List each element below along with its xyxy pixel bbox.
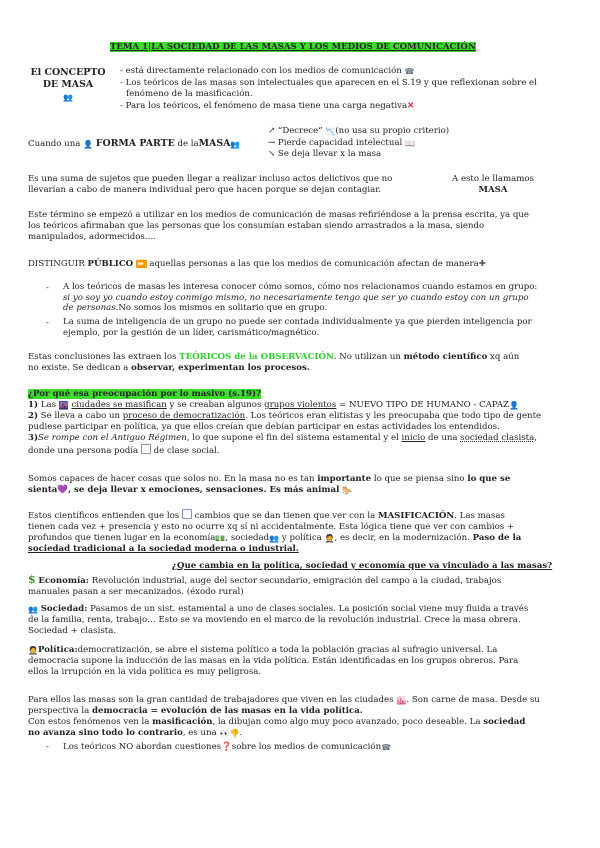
eyes-icon: 👀 xyxy=(219,729,230,738)
list-item: A los teóricos de masas les interesa conocer cómo somos, cómo nos relacionamos cuando estamos en grupo: si yo soy yo cuando estoy conmigo mismo, no necesariamente tengo que ser yo cuando estoy con un grupo de personas.No somos los mismos en solitario que en grupo. xyxy=(63,282,538,314)
economia-paragraph: $ Economía: Revolución industrial, auge del sector secundario, emigración del campo a la ciudad, trabajos manuales pasan a ser mecanizados. (éxodo rural) xyxy=(28,573,502,597)
concepto-bullet-3: - Para los teóricos, el fenómeno de masa tiene una carga negativa✕ xyxy=(120,101,415,111)
conclusiones-paragraph: Estas conclusiones las extraen los TEÓRICOS de la OBSERVACIÓN. No utilizan un método científico xq aún no existe. Se dedican a observar, experimentan los procesos. xyxy=(28,352,520,373)
question-icon: ❓ xyxy=(221,742,232,752)
person-icon: 👤 xyxy=(509,401,519,410)
people-icon: 👥 xyxy=(269,534,280,543)
people-icon: 👥 xyxy=(63,92,73,102)
thumb-down-icon: 👎 xyxy=(229,729,240,738)
money-icon: 💵 xyxy=(215,534,226,543)
list-item: La suma de inteligencia de un grupo no puede ser contada individualmente ya que pierden inteligencia por ejemplo, por la gestión de un líder, carismático/magnético. xyxy=(63,317,532,338)
concepto-bullet-1: - está directamente relacionado con los medios de comunicación ☎ xyxy=(120,66,415,76)
somos-paragraph: Somos capaces de hacer cosas que solos no. En la masa no es tan importante lo que se piensa sino lo que se sienta💜, se deja llevar x emociones, sensaciones. Es más animal 🐎 xyxy=(28,474,511,495)
concepto-heading: El CONCEPTO DE MASA 👥 xyxy=(28,67,108,103)
cambia-question: ¿Que cambia en la política, sociedad y economía que va vinculado a las masas? xyxy=(172,561,553,571)
cross-icon: ✕ xyxy=(407,101,415,111)
politician-icon: 🤵 xyxy=(324,534,335,543)
plus-icon: ✚ xyxy=(478,259,486,269)
suma-paragraph: Es una suma de sujetos que pueden llegar a realizar incluso actos delictivos que no llevarían a cabo de manera individual pero que hacen porque se dejan contagiar. xyxy=(28,174,393,195)
final-paragraph: Para ellos las masas son la gran cantidad de trabajadores que viven en las ciudades 🏙. Son carne de masa. Desde su perspectiva la democracia = evolución de las masas en la vida política. Con estos fenómenos ven la masificación, la dibujan como algo muy poco avanzado, poco deseable. La sociedad no avanza sino todo lo contrario, es una 👀👎. xyxy=(28,695,540,738)
document-title: TEMA 1|LA SOCIEDAD DE LAS MASAS Y LOS MEDIOS DE COMUNICACIÓN xyxy=(110,42,476,52)
people-icon: 👥 xyxy=(230,140,241,149)
document-page: TEMA 1|LA SOCIEDAD DE LAS MASAS Y LOS MEDIOS DE COMUNICACIÓN El CONCEPTO DE MASA 👥 - está directamente relacionado con los medios de comunicación ☎ - Los teóricos de las masas son intelectuales que aparecen en el S.19 y que reflexionan sobre el fenómeno de la masificación. - Para los teóricos, el fenómeno de masa tiene una carga negativa✕ Cuando una 👤 FORMA PARTE de laMASA👥 ↗ “Decrece” 📉(no usa su propio criterio) → Pierde capacidad intelectual 📖 ↘ Se deja llevar x la masa Es una suma de sujetos que pueden llegar a realizar incluso actos delictivos que no llevarían a cabo de manera individual pero que hacen porque se dejan contagiar. A esto le llamamos MASA Este término se empezó a utilizar en los medios de comunicación de masas refiriéndose a la prensa escrita, ya que los teóricos afirmaban que las personas que los consumían estaban siendo arrastrados a la masa, siendo manipulados, adormecidos…. DISTINGUIR PÚBLICO ⏩ aquellas personas a las que los medios de comunicación afectan de manera✚ - A los teóricos de masas les interesa conocer cómo somos, cómo nos relacionamos cuando estamos en grupo: si yo soy yo cuando estoy conmigo mismo, no necesariamente tengo que ser yo cuando estoy con un grupo de personas.No somos los mismos en solitario que en grupo. - La suma de inteligencia de un grupo no puede ser contada individualmente ya que pierden inteligencia por ejemplo, por la gestión de un líder, carismático/magnético. Estas conclusiones las extraen los TEÓRICOS de la OBSERVACIÓN. No utilizan un método científico xq aún no existe. Se dedican a observar, experimentan los procesos. ¿Por qué esa preocupación por lo masivo (s.19)? 1) Las 🌆 ciudades se masifican y se creaban algunos grupos violentos = NUEVO TIPO DE HUMANO - CAPAZ👤 2) Se lleva a cabo un proceso de democratización. Los teóricos eran elitistas y les preocupaba que todo tipo de gente pudiese participar en política, ya que ellos creían que debían participar en estas actividades los entendidos. 3)Se rompe con el Antiguo Régimen, lo que supone el fin del sistema estamental y el inicio de una sociedad clasista, donde una persona podía de clase social. Somos capaces de hacer cosas que solos no. En la masa no es tan importante lo que se piensa sino lo que se sienta💜, se deja llevar x emociones, sensaciones. Es más animal 🐎 Estos científicos entienden que los cambios que se dan tienen que ver con la MASIFICACIÓN. Las masas tienen cada vez + presencia y esto no ocurre xq sí ni accidentalmente. Esta lógica tiene que ver con cambios + profundos que tienen lugar en la economía💵, sociedad👥 y política 🤵, es decir, en la modernización. Paso de la sociedad tradicional a la sociedad moderna o industrial. ¿Que cambia en la política, sociedad y economía que va vinculado a las masas? $ Economía: Revolución industrial, auge del sector secundario, emigración del campo a la ciudad, trabajos manuales pasan a ser mecanizados. (éxodo rural) 👥 Sociedad: Pasamos de un sist. estamental a uno de clases sociales. La posición social viene muy fluida a través de la familia, renta, trabajo… Esto se va moviendo en el marco de la revolución industrial. Crece la masa obrera. Sociedad + clasista. 🤵Política:democratización, se abre el sistema político a toda la población gracias al sufragio universal. La democracia supone la inducción de las masas en la vida política. Están identificadas en los grupos obreros. Para ellos la irrupción en la vida política es muy peligrosa. Para ellos las masas son la gran cantidad de trabajadores que viven en las ciudades 🏙. Son carne de masa. Desde su perspectiva la democracia = evolución de las masas en la vida política. Con estos fenómenos ven la masificación, la dibujan como algo muy poco avanzado, poco deseable. La sociedad no avanza sino todo lo contrario, es una 👀👎. - Los teóricos NO abordan cuestiones❓sobre los medios de comunicación☎ xyxy=(0,0,600,848)
forma-parte-line: Cuando una 👤 FORMA PARTE de laMASA👥 xyxy=(28,138,241,149)
book-icon: 📖 xyxy=(405,138,415,148)
swap-icon xyxy=(182,509,192,519)
phone-icon: ☎ xyxy=(404,67,415,76)
people-icon: 👥 xyxy=(28,605,38,614)
preocupacion-section: ¿Por qué esa preocupación por lo masivo (s.19)? 1) Las 🌆 ciudades se masifican y se creaban algunos grupos violentos = NUEVO TIPO DE HUMANO - CAPAZ👤 2) Se lleva a cabo un proceso de democratización. Los teóricos eran elitistas y les preocupaba que todo tipo de gente pudiese participar en política, ya que ellos creían que debían participar en estas actividades los entendidos. 3)Se rompe con el Antiguo Régimen, lo que supone el fin del sistema estamental y el inicio de una sociedad clasista, donde una persona podía de clase social. xyxy=(28,389,542,456)
section-question: ¿Por qué esa preocupación por lo masivo (s.19)? xyxy=(28,389,262,399)
cientificos-paragraph: Estos científicos entienden que los cambios que se dan tienen que ver con la MASIFICACIÓN. Las masas tienen cada vez + presencia y esto no ocurre xq sí ni accidentalmente. Esta lógica tiene que ver con cambios + profundos que tienen lugar en la economía💵, sociedad👥 y política 🤵, es decir, en la modernización. Paso de la sociedad tradicional a la sociedad moderna o industrial. xyxy=(28,511,522,554)
termino-paragraph: Este término se empezó a utilizar en los medios de comunicación de masas refiriéndose a la prensa escrita, ya que los teóricos afirmaban que las personas que los consumían estaban siendo arrastrados a la masa, siendo manipulados, adormecidos…. xyxy=(28,210,529,242)
heart-icon: 💜 xyxy=(57,485,69,495)
distinguir-line: DISTINGUIR PÚBLICO ⏩ aquellas personas a las que los medios de comunicación afectan de manera✚ xyxy=(28,259,486,269)
fast-forward-icon: ⏩ xyxy=(136,260,146,268)
forma-parte-effects: ↗ “Decrece” 📉(no usa su propio criterio) → Pierde capacidad intelectual 📖 ↘ Se deja llevar x la masa xyxy=(268,126,450,159)
city-icon: 🏙 xyxy=(396,696,407,705)
phone-icon: ☎ xyxy=(381,743,392,752)
list-item: Los teóricos NO abordan cuestiones❓sobre los medios de comunicación☎ xyxy=(63,742,392,752)
person-icon: 👤 xyxy=(83,140,94,149)
swap-icon xyxy=(141,444,151,454)
politician-icon: 🤵 xyxy=(28,646,38,655)
dollar-icon: $ xyxy=(28,573,36,586)
chart-down-icon: 📉 xyxy=(325,127,336,136)
city-icon: 🌆 xyxy=(58,401,69,410)
animal-icon: 🐎 xyxy=(342,486,353,495)
politica-paragraph: 🤵Política:democratización, se abre el sistema político a toda la población gracias al sufragio universal. La democracia supone la inducción de las masas en la vida política. Están identificadas en los grupos obreros. Para ellos la irrupción en la vida política es muy peligrosa. xyxy=(28,645,519,677)
concepto-bullet-2: - Los teóricos de las masas son intelectuales que aparecen en el S.19 y que reflexionan sobre el fenómeno de la masificación. xyxy=(120,78,537,99)
suma-aside: A esto le llamamos MASA xyxy=(452,174,534,195)
sociedad-paragraph: 👥 Sociedad: Pasamos de un sist. estamental a uno de clases sociales. La posición social viene muy fluida a través de la familia, renta, trabajo… Esto se va moviendo en el marco de la revolución industrial. Crece la masa obrera. Sociedad + clasista. xyxy=(28,604,529,636)
